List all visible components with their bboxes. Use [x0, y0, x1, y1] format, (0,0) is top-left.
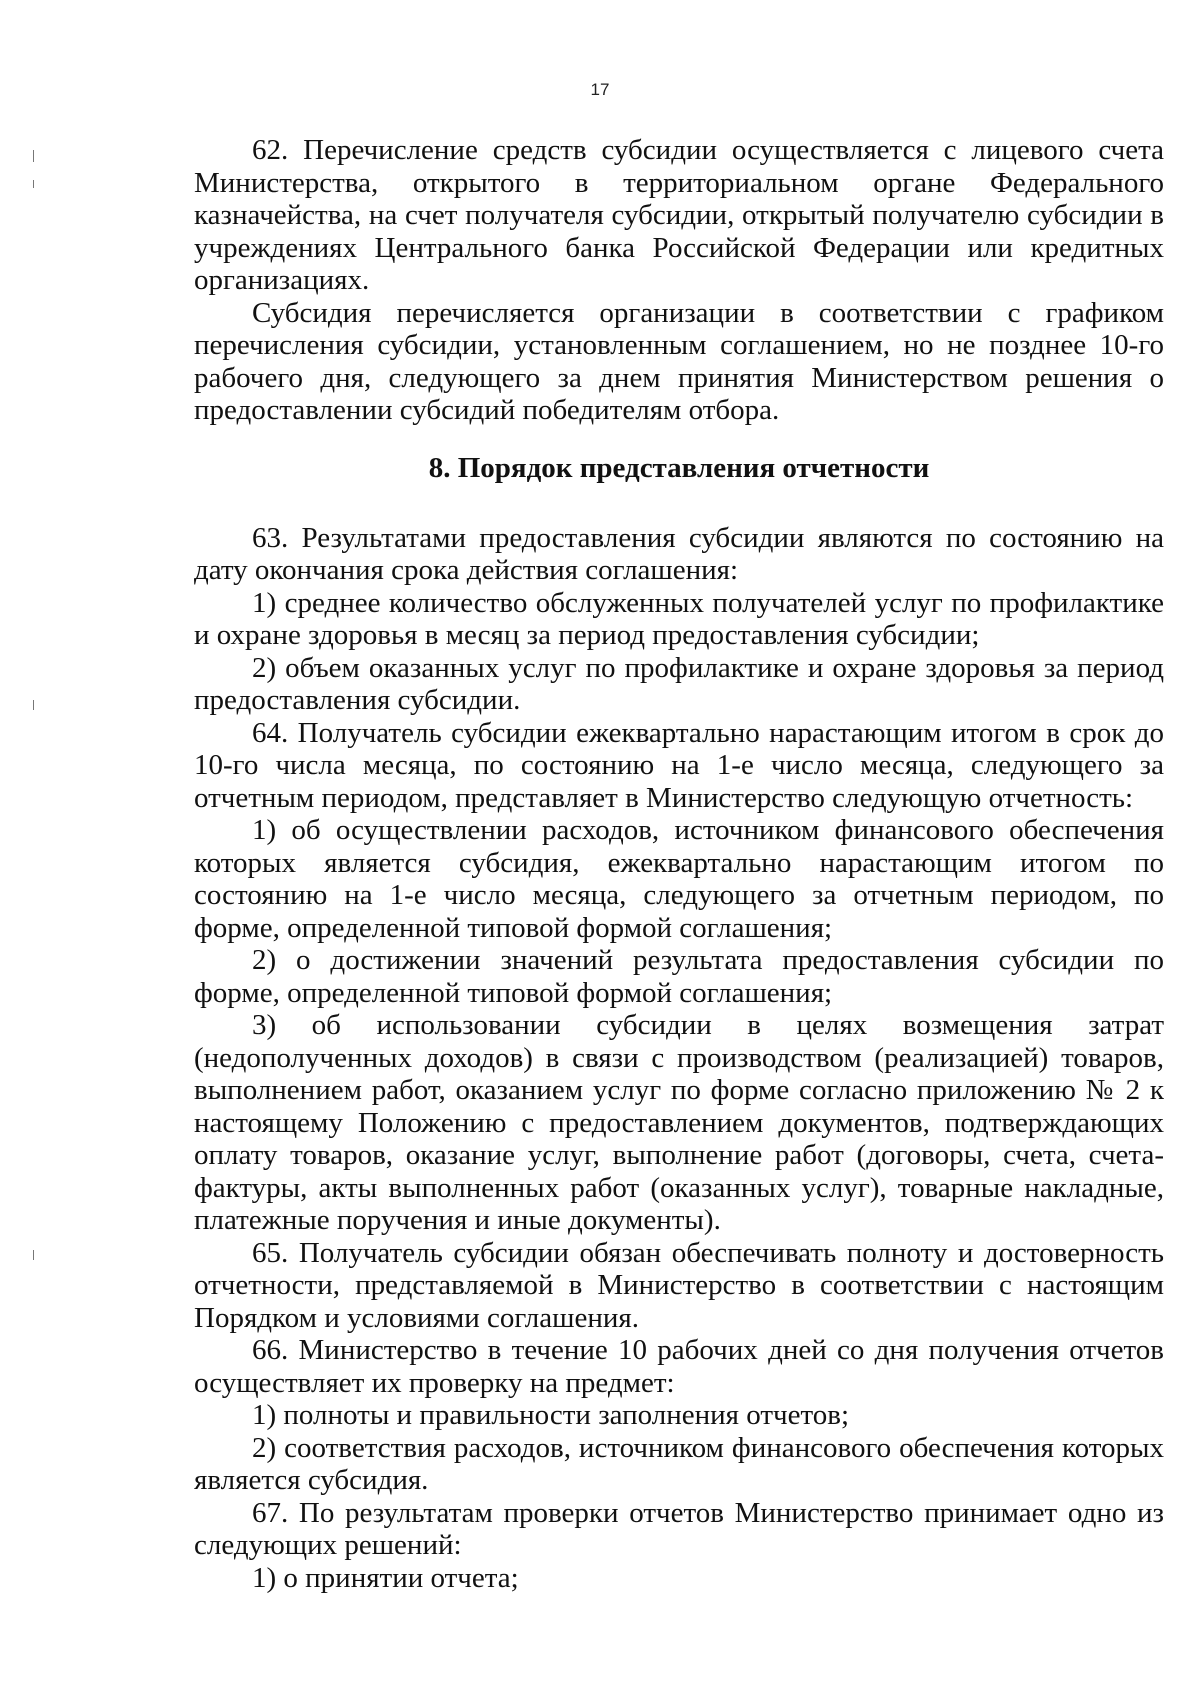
scan-margin-mark	[33, 150, 34, 162]
scan-margin-mark	[33, 700, 34, 710]
paragraph: 66. Министерство в течение 10 рабочих дней со дня получения отчетов осуществляет их проверку на предмет:	[194, 1334, 1164, 1399]
list-item: 2) объем оказанных услуг по профилактике и охране здоровья за период предоставления субсидии.	[194, 651, 1164, 716]
section-heading: 8. Порядок представления отчетности	[428, 451, 930, 484]
paragraph: Субсидия перечисляется организации в соответствии с графиком перечисления субсидии, установленным соглашением, но не позднее 10-го рабочего дня, следующего за днем принятия Министерством решения о предоставлении субсидий победителям отбора.	[194, 296, 1164, 426]
list-item: 2) соответствия расходов, источником финансового обеспечения которых является субсидия.	[194, 1431, 1164, 1496]
scan-margin-mark	[33, 180, 34, 188]
paragraph: 67. По результатам проверки отчетов Министерство принимает одно из следующих решений:	[194, 1496, 1164, 1561]
paragraph: 63. Результатами предоставления субсидии являются по состоянию на дату окончания срока действия соглашения:	[194, 521, 1164, 586]
list-item: 1) о принятии отчета;	[252, 1561, 519, 1594]
list-item: 2) о достижении значений результата предоставления субсидии по форме, определенной типовой формой соглашения;	[194, 944, 1164, 1009]
document-body	[194, 134, 1164, 1594]
paragraph: 65. Получатель субсидии обязан обеспечивать полноту и достоверность отчетности, представляемой в Министерство в соответствии с настоящим Порядком и условиями соглашения.	[194, 1236, 1164, 1334]
list-item: 1) полноты и правильности заполнения отчетов;	[252, 1399, 850, 1431]
paragraph: 64. Получатель субсидии ежеквартально нарастающим итогом в срок до 10-го числа месяца, по состоянию на 1-е число месяца, следующего за отчетным периодом, представляет в Министерство следующую отчетность:	[194, 716, 1164, 814]
scan-margin-mark	[33, 1250, 34, 1260]
list-item: 1) об осуществлении расходов, источником финансового обеспечения которых является субсидия, ежеквартально нарастающим итогом по состоянию на 1-е число месяца, следующего за отчетным периодом, по форме, определенной типовой формой соглашения;	[194, 814, 1164, 944]
list-item: 1) среднее количество обслуженных получателей услуг по профилактике и охране здоровья в месяц за период предоставления субсидии;	[194, 586, 1164, 651]
list-item: 3) об использовании субсидии в целях возмещения затрат (недополученных доходов) в связи с производством (реализацией) товаров, выполнением работ, оказанием услуг по форме согласно приложению № 2 к настоящему Положению с предоставлением документов, подтверждающих оплату товаров, оказание услуг, выполнение работ (договоры, счета, счета-фактуры, акты выполненных работ (оказанных услуг), товарные накладные, платежные поручения и иные документы).	[194, 1009, 1164, 1236]
page-number: 17	[590, 80, 610, 99]
paragraph: 62. Перечисление средств субсидии осуществляется с лицевого счета Министерства, открытого в территориальном органе Федерального казначейства, на счет получателя субсидии, открытый получателю субсидии в учреждениях Центрального банка Российской Федерации или кредитных организациях.	[194, 134, 1164, 296]
